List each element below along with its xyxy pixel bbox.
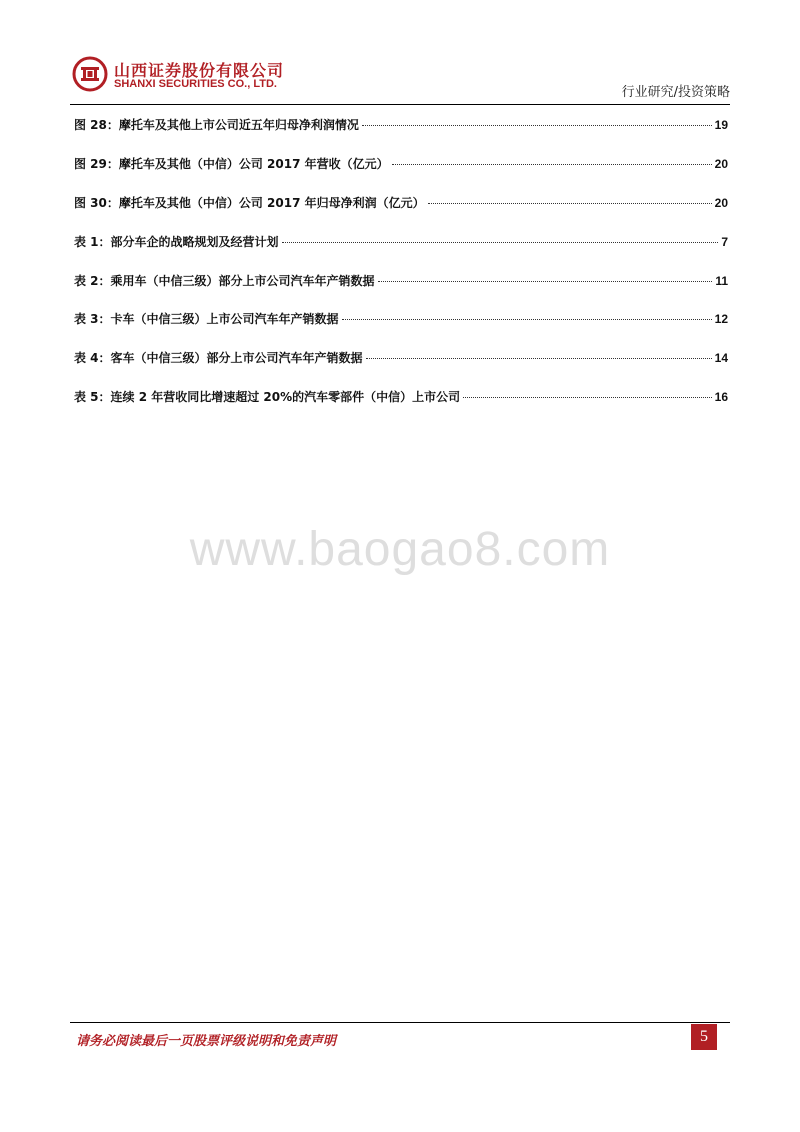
table-of-contents bbox=[74, 116, 728, 427]
toc-entry-label: 表 2：乘用车（中信三级）部分上市公司汽车年产销数据 bbox=[74, 273, 375, 288]
toc-entry-label: 图 29：摩托车及其他（中信）公司 2017 年营收（亿元） bbox=[74, 156, 389, 171]
toc-entry-label: 表 3：卡车（中信三级）上市公司汽车年产销数据 bbox=[74, 312, 339, 327]
toc-entry[interactable] bbox=[74, 155, 728, 194]
company-name-cn: 山西证券股份有限公司 bbox=[114, 61, 285, 80]
toc-dot-leader bbox=[428, 203, 712, 204]
toc-dot-leader bbox=[366, 358, 712, 359]
toc-entry[interactable] bbox=[74, 310, 728, 349]
header-divider bbox=[70, 104, 730, 105]
toc-entry[interactable] bbox=[74, 349, 728, 388]
toc-entry-page: 19 bbox=[714, 118, 728, 132]
toc-entry-page: 11 bbox=[715, 273, 728, 288]
toc-entry-page: 20 bbox=[714, 156, 728, 171]
toc-entry[interactable] bbox=[74, 233, 728, 272]
toc-entry[interactable] bbox=[74, 194, 728, 233]
toc-entry-label: 表 4：客车（中信三级）部分上市公司汽车年产销数据 bbox=[74, 351, 363, 366]
toc-entry-page: 16 bbox=[714, 390, 728, 405]
toc-entry-page: 12 bbox=[714, 312, 728, 327]
watermark: www.baogao8.com bbox=[189, 523, 611, 576]
toc-entry-label: 图 28：摩托车及其他上市公司近五年归母净利润情况 bbox=[74, 118, 359, 132]
document-type: 行业研究/投资策略 bbox=[621, 85, 730, 100]
toc-entry[interactable] bbox=[74, 116, 728, 155]
toc-entry-page: 7 bbox=[721, 234, 728, 249]
toc-dot-leader bbox=[378, 281, 713, 282]
toc-entry-page: 14 bbox=[714, 351, 728, 366]
page-number: 5 bbox=[691, 1024, 717, 1050]
toc-entry-label: 表 5：连续 2 年营收同比增速超过 20%的汽车零部件（中信）上市公司 bbox=[74, 390, 461, 405]
toc-dot-leader bbox=[362, 125, 712, 126]
toc-dot-leader bbox=[342, 319, 712, 320]
footer-divider bbox=[70, 1022, 730, 1023]
toc-dot-leader bbox=[282, 242, 719, 243]
company-name-en: SHANXI SECURITIES CO., LTD. bbox=[114, 78, 277, 90]
toc-entry-page: 20 bbox=[714, 195, 728, 210]
toc-entry[interactable] bbox=[74, 388, 728, 427]
toc-entry[interactable] bbox=[74, 272, 728, 311]
footer-disclaimer: 请务必阅读最后一页股票评级说明和免责声明 bbox=[76, 1034, 337, 1049]
toc-dot-leader bbox=[392, 164, 712, 165]
toc-dot-leader bbox=[463, 397, 712, 398]
company-logo-icon bbox=[72, 56, 108, 92]
toc-entry-label: 表 1：部分车企的战略规划及经营计划 bbox=[74, 234, 279, 249]
toc-entry-label: 图 30：摩托车及其他（中信）公司 2017 年归母净利润（亿元） bbox=[74, 195, 425, 210]
